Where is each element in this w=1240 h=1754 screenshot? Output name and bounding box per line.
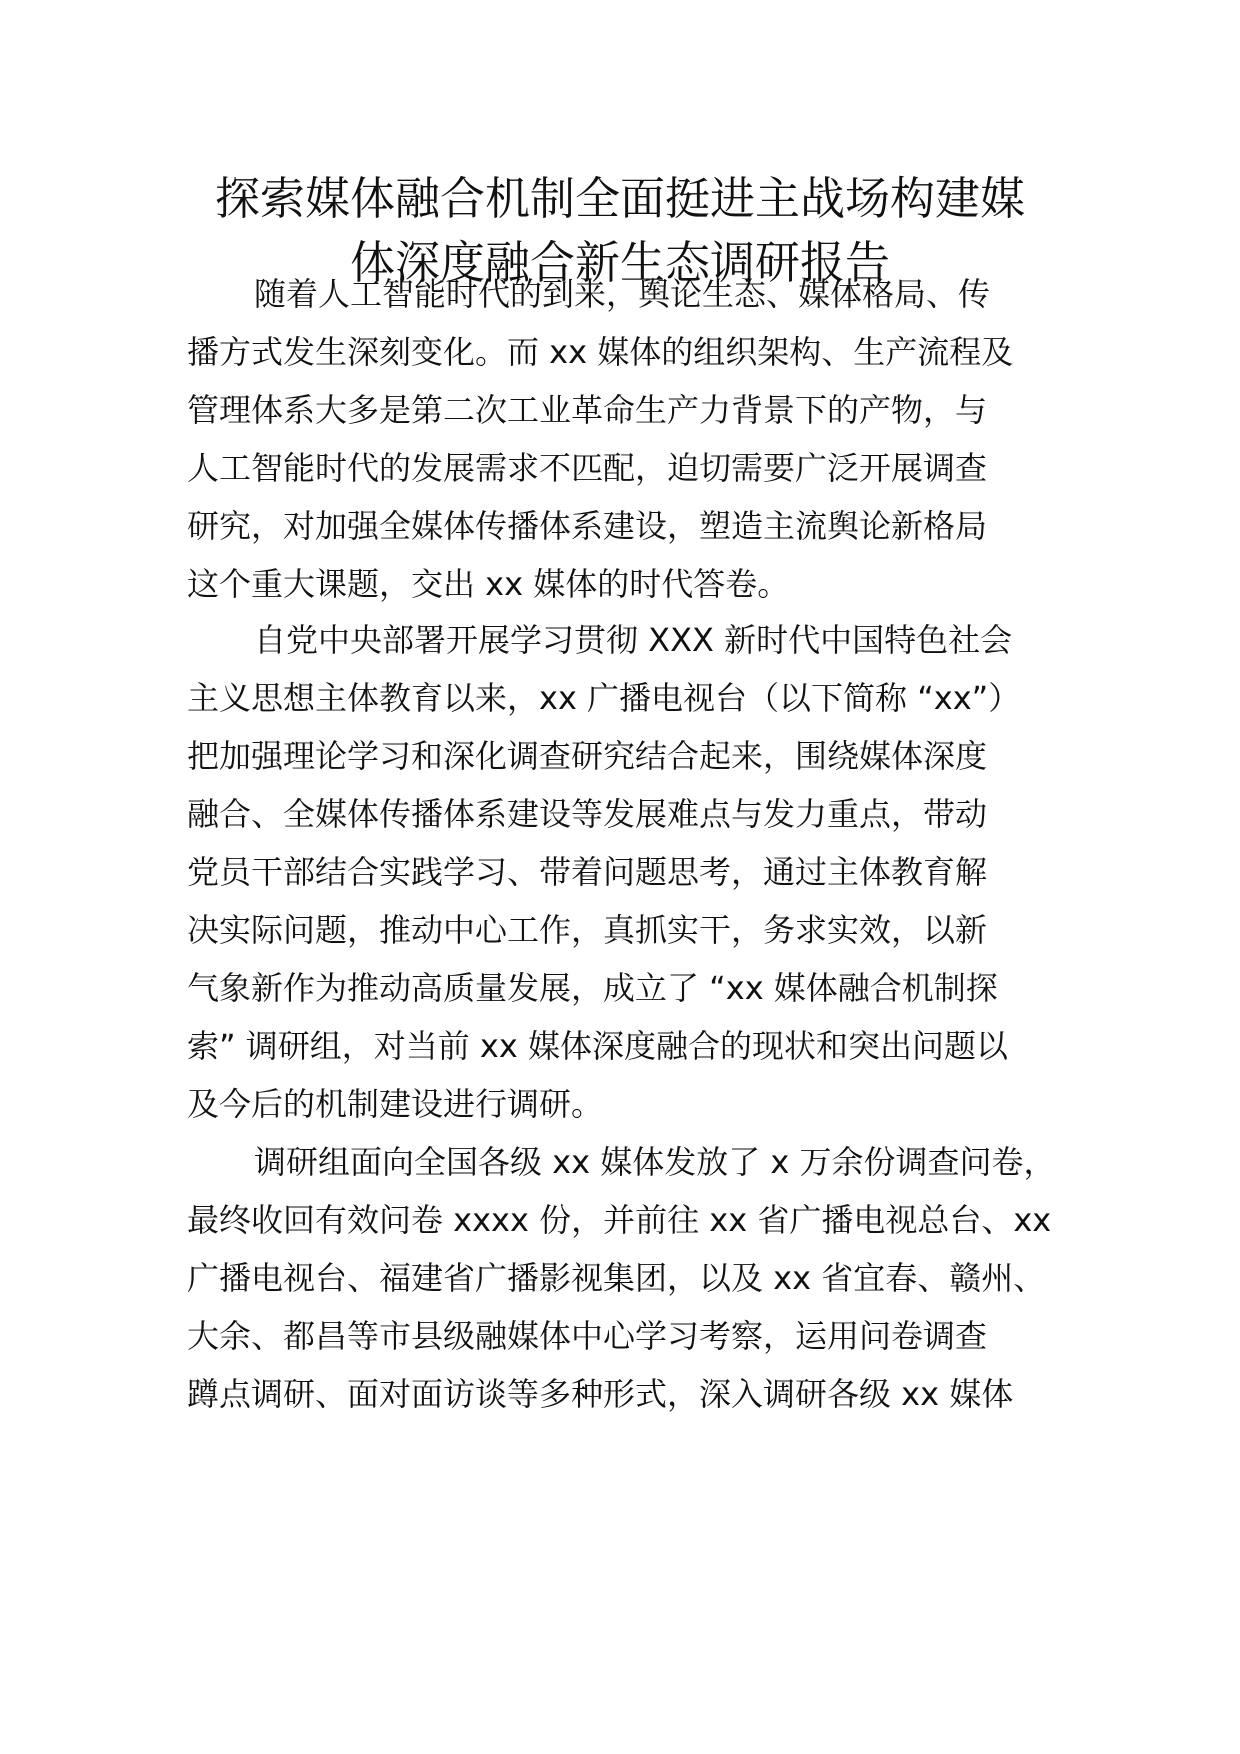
body-line: 主义思想主体教育以来，xx 广播电视台（以下简称 “xx”） <box>187 679 1021 717</box>
body-line: 气象新作为推动高质量发展，成立了 “xx 媒体融合机制探 <box>187 969 998 1007</box>
body-line: 党员干部结合实践学习、带着问题思考，通过主体教育解 <box>187 853 988 891</box>
body-line: 管理体系大多是第二次工业革命生产力背景下的产物，与 <box>187 391 988 429</box>
body-line: 播方式发生深刻变化。而 xx 媒体的组织架构、生产流程及 <box>187 333 1014 371</box>
body-line: 研究，对加强全媒体传播体系建设，塑造主流舆论新格局 <box>187 507 988 545</box>
body-line: 大余、都昌等市县级融媒体中心学习考察，运用问卷调查 <box>187 1317 988 1355</box>
body-line: 融合、全媒体传播体系建设等发展难点与发力重点，带动 <box>187 795 988 833</box>
document-title-line-2: 体深度融合新生态调研报告 <box>349 236 890 289</box>
body-line: 最终收回有效问卷 xxxx 份，并前往 xx 省广播电视总台、xx <box>187 1201 1052 1239</box>
body-line: 随着人工智能时代的到来，舆论生态、媒体格局、传 <box>254 275 991 313</box>
body-line: 广播电视台、福建省广播影视集团，以及 xx 省宜春、赣州、 <box>187 1259 1046 1297</box>
body-line: 决实际问题，推动中心工作，真抓实干，务求实效，以新 <box>187 911 988 949</box>
body-line: 索” 调研组，对当前 xx 媒体深度融合的现状和突出问题以 <box>187 1027 1008 1065</box>
body-line: 及今后的机制建设进行调研。 <box>187 1085 604 1123</box>
document-title-line-1: 探索媒体融合机制全面挺进主战场构建媒 <box>214 172 1025 225</box>
body-line: 人工智能时代的发展需求不匹配，迫切需要广泛开展调查 <box>187 449 988 487</box>
body-line: 调研组面向全国各级 xx 媒体发放了 x 万余份调查问卷， <box>254 1143 1056 1181</box>
body-line: 自党中央部署开展学习贯彻 XXX 新时代中国特色社会 <box>254 621 1013 659</box>
body-line: 这个重大课题，交出 xx 媒体的时代答卷。 <box>187 565 790 603</box>
body-line: 把加强理论学习和深化调查研究结合起来，围绕媒体深度 <box>187 737 988 775</box>
body-line: 蹲点调研、面对面访谈等多种形式，深入调研各级 xx 媒体 <box>187 1375 1014 1413</box>
